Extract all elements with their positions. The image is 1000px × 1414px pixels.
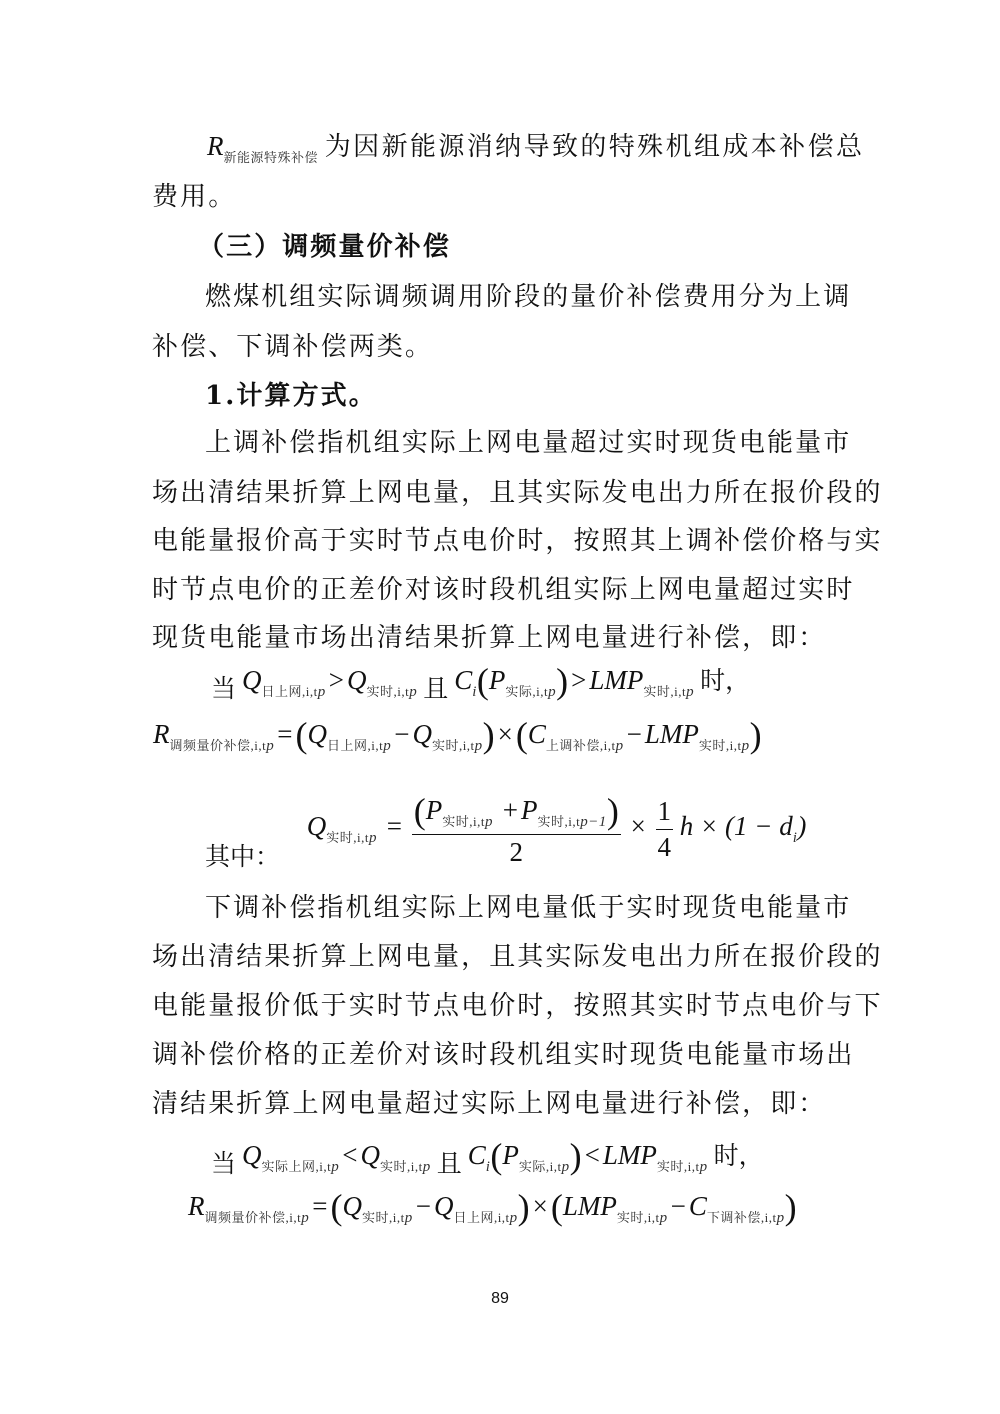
subscript-index: p (659, 1210, 668, 1226)
formula2-label: 其中： (205, 842, 281, 872)
variable-subscript (546, 738, 624, 753)
variable-symbol: P (488, 665, 506, 695)
variable-subscript (617, 1210, 668, 1225)
subscript-text: 上调补偿,i,t (545, 738, 616, 753)
subscript-index: p (699, 1159, 708, 1175)
section-heading: （三）调频量价补偿 (198, 232, 451, 262)
subscript-index: p (776, 1210, 785, 1226)
subscript-text: 实时,i,t (431, 738, 475, 753)
quarter-fraction (656, 796, 674, 863)
variable (488, 665, 557, 700)
lhs-p: p (369, 830, 377, 847)
times: × (630, 811, 646, 842)
formula-text: 时， (700, 666, 751, 695)
variable-subscript (380, 1159, 431, 1174)
subscript-text: 调频量价补偿,i,t (204, 1210, 302, 1225)
formula-text: 时， (713, 1141, 764, 1170)
subscript-text: 调频量价补偿,i,t (169, 738, 267, 753)
fraction: $\frac{(P_{实时,i,tp} + P_{实时,i,tp-1})}{2}$ (413, 791, 619, 867)
subscript-text: 日上网,i,t (261, 684, 318, 699)
operator: − (670, 1191, 686, 1221)
variable-subscript (170, 738, 275, 753)
plus: + (502, 795, 518, 825)
parenthesis: ( (515, 715, 528, 755)
variable (454, 665, 477, 700)
variable (644, 719, 750, 754)
operator: = (312, 1191, 328, 1221)
para2-line1: 燃煤机组实际调频调用阶段的量价补偿费用分为上调 (205, 282, 852, 312)
variable (307, 719, 392, 754)
paragraph-line: 场出清结果折算上网电量，且其实际发电出力所在报价段的 (152, 942, 883, 972)
operator: × (532, 1191, 548, 1221)
variable (589, 665, 695, 700)
subscript-index: p (383, 738, 392, 754)
variable-subscript (643, 684, 694, 699)
subscript-index: p (331, 1159, 340, 1175)
formula-text: 且 (423, 674, 449, 703)
parenthesis: ( (476, 661, 489, 701)
variable (412, 719, 483, 754)
variable (527, 719, 624, 754)
variable (688, 1191, 785, 1226)
variable (342, 1191, 413, 1226)
variable-symbol: C (467, 1140, 486, 1170)
operator: < (584, 1140, 600, 1170)
paragraph-line: 电能量报价高于实时节点电价时，按照其上调补偿价格与实 (152, 526, 883, 556)
subscript-index: p (615, 738, 624, 754)
variable-symbol: Q (412, 719, 432, 749)
variable-subscript (505, 684, 556, 699)
variable-subscript (453, 1210, 517, 1225)
rest: h × (1 − d (679, 811, 793, 842)
subscript-text: 实际,i,t (505, 684, 549, 699)
operator: > (328, 665, 344, 695)
denominator: 2 (509, 837, 524, 867)
num-a: P (425, 795, 443, 825)
variable-subscript (432, 738, 483, 753)
subscript-index: i (485, 1159, 491, 1175)
paragraph-line: 调补偿价格的正差价对该时段机组实时现货电能量市场出 (152, 1040, 855, 1070)
quarter-den: 4 (657, 831, 672, 862)
num-b-p: p−1 (580, 814, 607, 830)
variable-symbol: Q (342, 1191, 362, 1221)
symbol-r: R (207, 131, 224, 161)
variable-symbol: LMP (602, 1140, 657, 1170)
subscript-text: 实时,i,t (379, 1159, 423, 1174)
parenthesis: ) (556, 661, 569, 701)
rest-end: ) (797, 811, 807, 842)
subscript-index: p (548, 684, 557, 700)
formula3-condition (205, 1137, 770, 1185)
parenthesis: ( (295, 715, 308, 755)
formula1-condition (205, 662, 756, 710)
subscript-text: 实时,i,t (698, 738, 742, 753)
subscript-text: 实时,i,t (616, 1210, 660, 1225)
num-a-p: p (484, 814, 493, 830)
subscript-index: p (509, 1210, 518, 1226)
subscript-text: 日上网,i,t (453, 1210, 510, 1225)
variable-symbol: Q (242, 665, 262, 695)
subscript-index: p (301, 1210, 310, 1226)
variable (188, 1191, 310, 1226)
parenthesis: ) (482, 715, 495, 755)
variable-subscript (362, 1210, 413, 1225)
variable-symbol: R (153, 719, 170, 749)
subscript-index: i (472, 684, 477, 700)
variable-symbol: Q (433, 1191, 454, 1221)
paragraph-line: 电能量报价低于实时节点电价时，按照其实时节点电价与下 (152, 991, 883, 1021)
operator: = (277, 719, 293, 749)
variable (360, 1140, 431, 1175)
parenthesis: ( (330, 1187, 343, 1227)
variable-subscript (657, 1159, 708, 1174)
variable-symbol: Q (307, 719, 327, 749)
subscript-text: 实际,i,t (518, 1159, 562, 1174)
lhs-sub: 实时,i,t (326, 830, 369, 846)
variable (242, 1140, 340, 1175)
paragraph-line: 现货电能量市场出清结果折算上网电量进行补偿，即： (152, 623, 827, 653)
subscript-text: 日上网,i,t (326, 738, 384, 753)
subscript-index: p (317, 684, 326, 700)
subscript-index: p (561, 1159, 570, 1175)
subscript-text: 实际上网,i,t (261, 1159, 332, 1174)
variable-symbol: Q (346, 665, 367, 695)
subscript-text: 实时,i,t (656, 1159, 700, 1174)
variable-symbol: LMP (644, 719, 699, 749)
subscript-text: 下调补偿,i,t (706, 1210, 777, 1225)
variable-subscript (262, 1159, 340, 1174)
quarter-num: 1 (656, 796, 674, 830)
symbol-sub: 新能源特殊补偿 (223, 150, 319, 165)
equals: = (386, 811, 402, 842)
formula-text: 当 (211, 1149, 237, 1178)
operator: − (626, 719, 642, 749)
variable (242, 665, 326, 700)
formula3-equation (188, 1188, 797, 1236)
variable-subscript (707, 1210, 785, 1225)
para2-line2: 补偿、下调补偿两类。 (152, 332, 434, 362)
subscript-index: p (741, 738, 750, 754)
parenthesis: ) (517, 1187, 530, 1227)
variable-symbol: Q (242, 1140, 262, 1170)
subscript-index: p (686, 684, 695, 700)
paragraph-line: 上调补偿指机组实际上网电量超过实时现货电能量市 (205, 428, 852, 458)
subscript-index: p (409, 684, 418, 700)
variable (562, 1191, 668, 1226)
subscript-text: 实时,i,t (361, 1210, 405, 1225)
operator: < (342, 1140, 358, 1170)
para1-line1 (207, 128, 864, 176)
parenthesis: ( (490, 1136, 503, 1176)
subscript-index: p (422, 1159, 431, 1175)
variable-symbol: C (527, 719, 546, 749)
operator: − (394, 719, 410, 749)
operator: − (415, 1191, 431, 1221)
variable-subscript (366, 684, 417, 699)
subscript-index: p (266, 738, 275, 754)
variable (467, 1140, 491, 1175)
num-b: P (520, 795, 538, 825)
formula-text: 当 (211, 674, 237, 703)
operator: × (497, 719, 513, 749)
operator: > (571, 665, 587, 695)
rest-sub: i (792, 830, 798, 847)
variable-symbol: R (188, 1191, 205, 1221)
variable (502, 1140, 570, 1175)
variable-subscript (519, 1159, 570, 1174)
paragraph-line: 下调补偿指机组实际上网电量低于实时现货电能量市 (205, 893, 852, 923)
variable-subscript (327, 738, 391, 753)
subscript-text: 实时,i,t (366, 684, 410, 699)
variable (602, 1140, 708, 1175)
variable-symbol: P (502, 1140, 519, 1170)
parenthesis: ) (569, 1136, 582, 1176)
variable-subscript (699, 738, 750, 753)
subscript-text: 实时,i,t (643, 684, 687, 699)
subscript-index: p (474, 738, 483, 754)
variable (153, 719, 275, 754)
page-number: 89 (491, 1290, 509, 1307)
variable (433, 1191, 518, 1226)
parenthesis: ) (784, 1187, 797, 1227)
parenthesis: ) (749, 715, 762, 755)
text: 为因新能源消纳导致的特殊机组成本补偿总 (324, 132, 865, 162)
subscript-index: p (404, 1210, 413, 1226)
formula2 (205, 790, 806, 873)
paragraph-line: 时节点电价的正差价对该时段机组实际上网电量超过实时 (152, 575, 855, 605)
variable-symbol: LMP (562, 1191, 617, 1221)
variable-subscript (205, 1210, 310, 1225)
variable-symbol: LMP (589, 665, 644, 695)
variable-symbol: C (454, 665, 473, 695)
formula1-equation (153, 716, 762, 764)
parenthesis: ( (550, 1187, 563, 1227)
num-b-sub: 实时,i,t (537, 814, 581, 829)
variable-symbol: Q (360, 1140, 380, 1170)
subheading: 1.计算方式。 (205, 381, 377, 411)
para1-line2: 费用。 (152, 182, 237, 212)
variable-symbol: C (688, 1191, 707, 1221)
num-a-sub: 实时,i,t (442, 814, 485, 829)
paragraph-line: 清结果折算上网电量超过实际上网电量进行补偿，即： (152, 1089, 827, 1119)
formula-text: 且 (436, 1149, 462, 1178)
variable-subscript (262, 684, 326, 699)
variable (346, 665, 418, 700)
paragraph-line: 场出清结果折算上网电量，且其实际发电出力所在报价段的 (152, 478, 883, 508)
lhs: Q (306, 811, 327, 842)
